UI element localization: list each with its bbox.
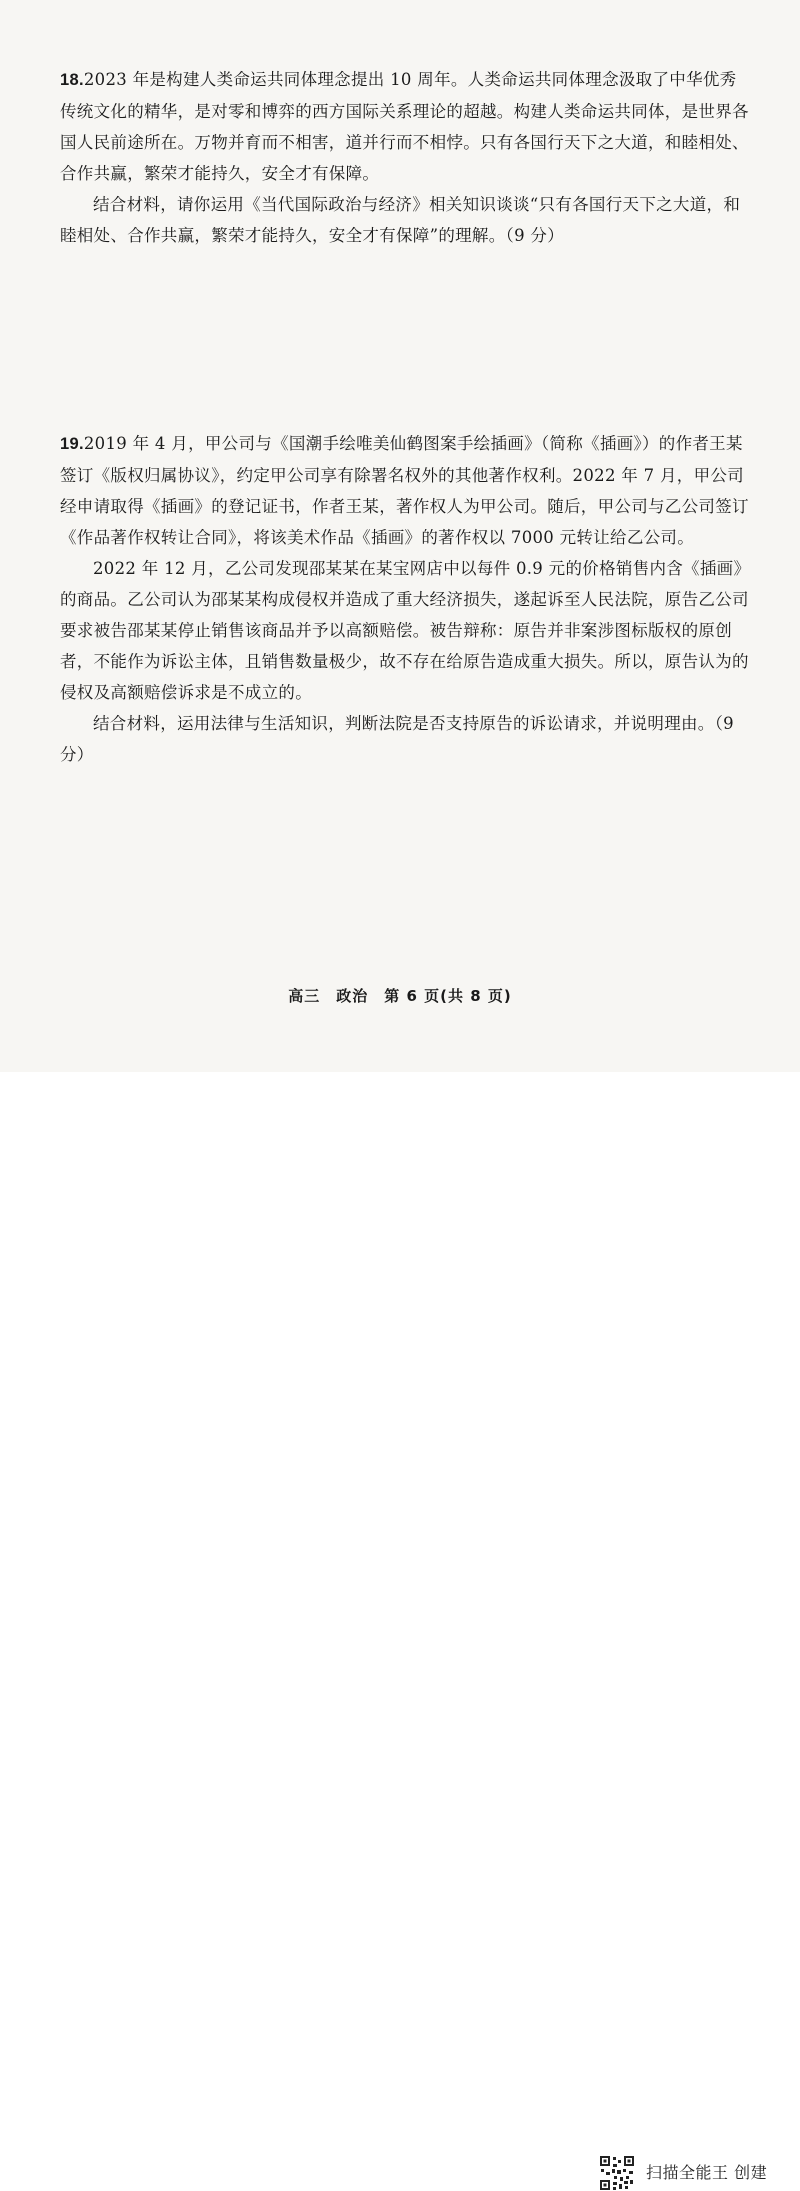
question-19: [60, 428, 750, 770]
question-19-stem: [60, 428, 750, 553]
question-18: [60, 64, 750, 251]
question-18-stem: [60, 64, 750, 189]
question-18-number: 18.: [60, 71, 84, 89]
question-18-prompt: 结合材料，请你运用《当代国际政治与经济》相关知识谈谈“只有各国行天下之大道，和睦相处、合作共赢，繁荣才能持久，安全才有保障”的理解。（9 分）: [60, 195, 741, 245]
question-19-material-1: 2019 年 4 月，甲公司与《国潮手绘唯美仙鹤图案手绘插画》（简称《插画》）的作者王某签订《版权归属协议》，约定甲公司享有除署名权外的其他著作权利。2022 年 7 月，甲公司经申请取得《插画》的登记证书，作者王某，著作权人为甲公司。随后，甲公司与乙公司签订《作品著作权转让合同》，将该美术作品《插画》的著作权以 7000 元转让给乙公司。: [60, 434, 749, 547]
qr-code-icon: [599, 2155, 635, 2191]
question-19-number: 19.: [60, 435, 84, 453]
scanner-watermark-bar: [0, 1072, 800, 2182]
page-footer: 高三 政治 第 6 页(共 8 页): [288, 987, 512, 1005]
exam-page: [0, 0, 800, 1072]
scanner-app-label: 扫描全能王 创建: [646, 2163, 768, 2182]
question-19-prompt: 结合材料，运用法律与生活知识，判断法院是否支持原告的诉讼请求，并说明理由。（9 分）: [60, 714, 734, 764]
question-19-material-2: 2022 年 12 月，乙公司发现邵某某在某宝网店中以每件 0.9 元的价格销售内含《插画》的商品。乙公司认为邵某某构成侵权并造成了重大经济损失，遂起诉至人民法院，原告乙公司要求被告邵某某停止销售该商品并予以高额赔偿。被告辩称：原告并非案涉图标版权的原创者，不能作为诉讼主体，且销售数量极少，故不存在给原告造成重大损失。所以，原告认为的侵权及高额赔偿诉求是不成立的。: [60, 559, 749, 702]
question-18-material: 2023 年是构建人类命运共同体理念提出 10 周年。人类命运共同体理念汲取了中华优秀传统文化的精华，是对零和博弈的西方国际关系理论的超越。构建人类命运共同体，是世界各国人民前途所在。万物并育而不相害，道并行而不相悖。只有各国行天下之大道，和睦相处、合作共赢，繁荣才能持久，安全才有保障。: [60, 70, 749, 183]
